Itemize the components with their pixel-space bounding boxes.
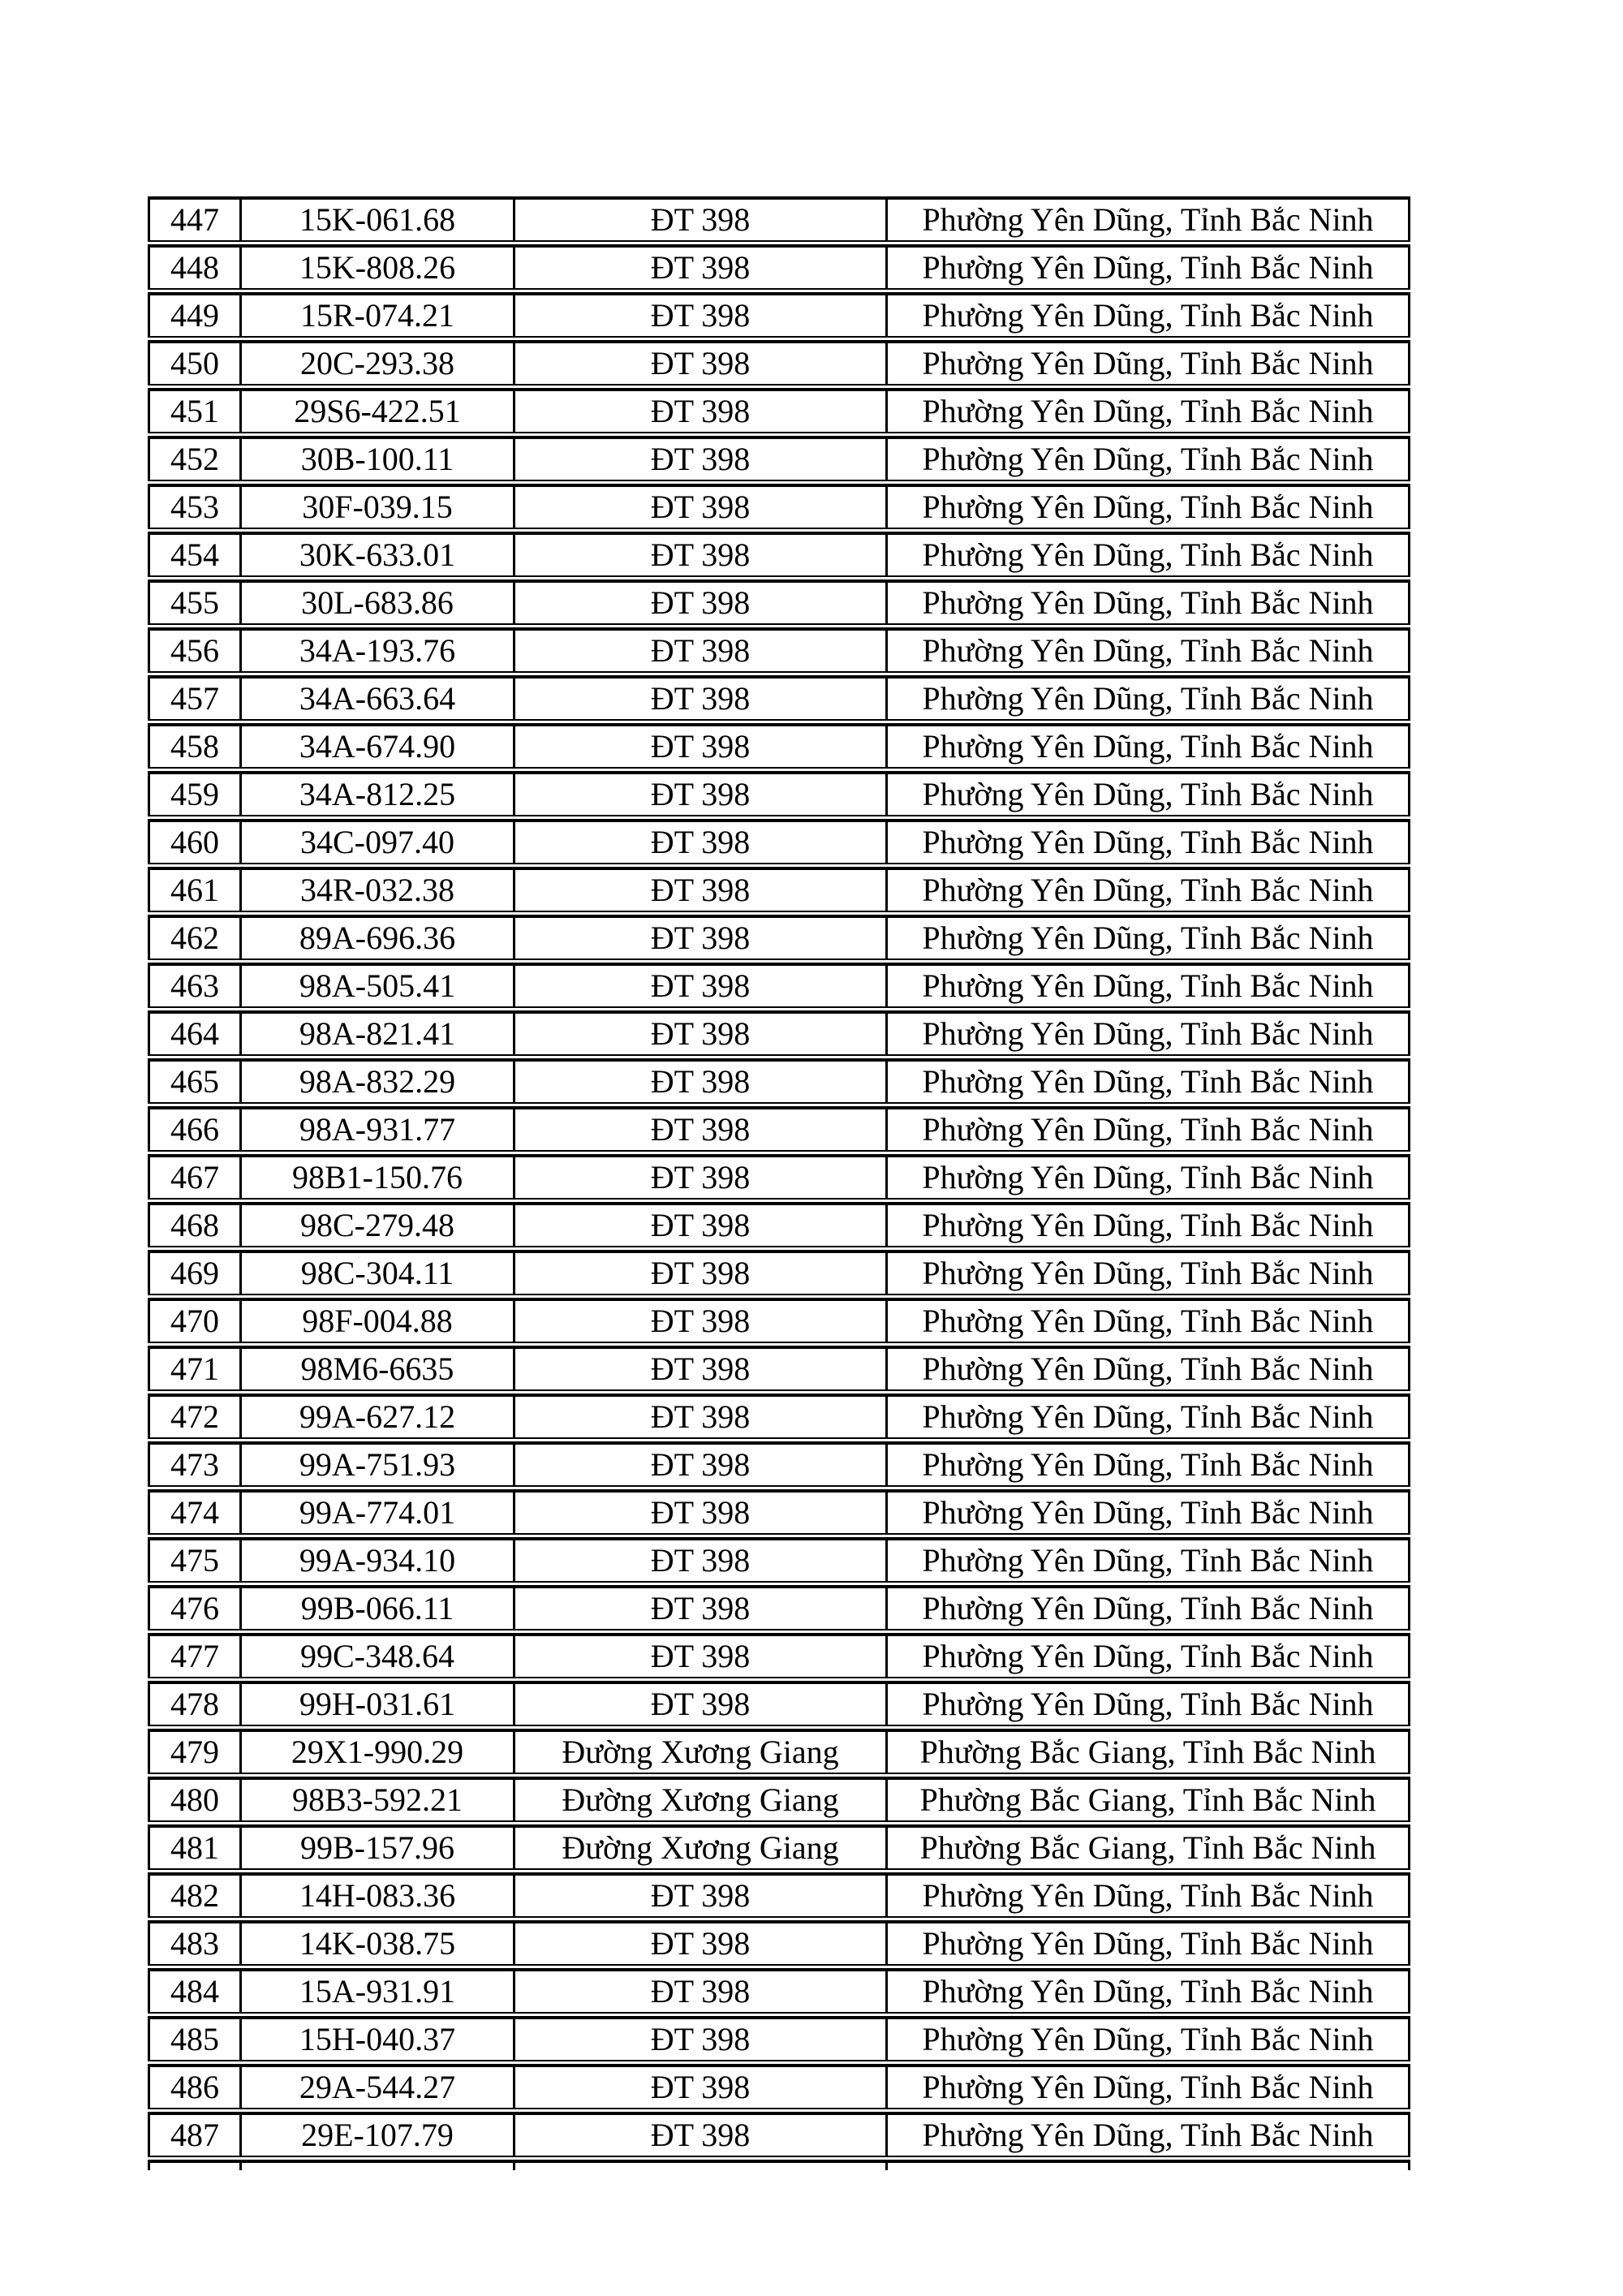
cell-street: ĐT 398 <box>513 1920 885 1966</box>
cell-street: ĐT 398 <box>513 1441 885 1487</box>
cell-street: ĐT 398 <box>513 532 885 577</box>
cell-location: Phường Bắc Giang, Tỉnh Bắc Ninh <box>885 1729 1410 1774</box>
cell-stt: 483 <box>148 1920 239 1966</box>
cell-stt: 450 <box>148 340 239 386</box>
cell-stt: 460 <box>148 819 239 864</box>
table-row <box>148 1729 1410 1774</box>
cell-plate: 99B-157.96 <box>239 1824 513 1870</box>
cell-stt: 469 <box>148 1250 239 1295</box>
table-row <box>148 2064 1410 2109</box>
cell-plate: 98F-004.88 <box>239 1298 513 1343</box>
cell-plate: 99B-066.11 <box>239 1585 513 1630</box>
cell-stt: 471 <box>148 1346 239 1391</box>
cell-street: Đường Xương Giang <box>513 1824 885 1870</box>
cell-location: Phường Yên Dũng, Tỉnh Bắc Ninh <box>885 1010 1410 1056</box>
cell-street: ĐT 398 <box>513 436 885 481</box>
cell-street: ĐT 398 <box>513 1106 885 1152</box>
cell-street: ĐT 398 <box>513 1872 885 1918</box>
table-row <box>148 1250 1410 1295</box>
table-row <box>148 1920 1410 1966</box>
cell-stt: 447 <box>148 196 239 242</box>
cell-street: ĐT 398 <box>513 244 885 290</box>
cell-street: ĐT 398 <box>513 1489 885 1535</box>
cell-street: ĐT 398 <box>513 2112 885 2157</box>
cell-street: ĐT 398 <box>513 340 885 386</box>
table-row <box>148 340 1410 386</box>
cell-plate: 30B-100.11 <box>239 436 513 481</box>
cell-location: Phường Yên Dũng, Tỉnh Bắc Ninh <box>885 771 1410 816</box>
continuation-stub-row <box>148 2160 1410 2170</box>
table-row <box>148 867 1410 912</box>
cell-plate: 99A-774.01 <box>239 1489 513 1535</box>
cell-stt: 484 <box>148 1968 239 2014</box>
cell-stt: 462 <box>148 915 239 960</box>
cell-plate: 34A-812.25 <box>239 771 513 816</box>
cell-street: ĐT 398 <box>513 1298 885 1343</box>
cell-location: Phường Yên Dũng, Tỉnh Bắc Ninh <box>885 675 1410 721</box>
cell-street: ĐT 398 <box>513 484 885 529</box>
cell-stt: 467 <box>148 1154 239 1200</box>
cell-street: ĐT 398 <box>513 1058 885 1104</box>
cell-location: Phường Yên Dũng, Tỉnh Bắc Ninh <box>885 1872 1410 1918</box>
cell-stt: 466 <box>148 1106 239 1152</box>
cell-stt: 472 <box>148 1394 239 1439</box>
table-row <box>148 292 1410 338</box>
continuation-stub-cell <box>239 2160 513 2170</box>
cell-location: Phường Yên Dũng, Tỉnh Bắc Ninh <box>885 1489 1410 1535</box>
cell-stt: 478 <box>148 1681 239 1726</box>
cell-stt: 470 <box>148 1298 239 1343</box>
cell-location: Phường Yên Dũng, Tỉnh Bắc Ninh <box>885 1250 1410 1295</box>
cell-plate: 30K-633.01 <box>239 532 513 577</box>
cell-plate: 98A-821.41 <box>239 1010 513 1056</box>
cell-plate: 98A-832.29 <box>239 1058 513 1104</box>
cell-street: ĐT 398 <box>513 1968 885 2014</box>
cell-stt: 475 <box>148 1537 239 1583</box>
cell-location: Phường Yên Dũng, Tỉnh Bắc Ninh <box>885 579 1410 625</box>
table-row <box>148 963 1410 1008</box>
table-row <box>148 1298 1410 1343</box>
table-row <box>148 436 1410 481</box>
cell-plate: 29X1-990.29 <box>239 1729 513 1774</box>
cell-stt: 463 <box>148 963 239 1008</box>
table-row <box>148 2112 1410 2157</box>
cell-location: Phường Yên Dũng, Tỉnh Bắc Ninh <box>885 723 1410 769</box>
cell-plate: 99C-348.64 <box>239 1633 513 1678</box>
cell-plate: 15A-931.91 <box>239 1968 513 2014</box>
cell-plate: 29A-544.27 <box>239 2064 513 2109</box>
table-row <box>148 484 1410 529</box>
cell-location: Phường Yên Dũng, Tỉnh Bắc Ninh <box>885 1106 1410 1152</box>
cell-stt: 452 <box>148 436 239 481</box>
cell-location: Phường Yên Dũng, Tỉnh Bắc Ninh <box>885 1298 1410 1343</box>
cell-stt: 473 <box>148 1441 239 1487</box>
cell-stt: 456 <box>148 627 239 673</box>
cell-location: Phường Yên Dũng, Tỉnh Bắc Ninh <box>885 2064 1410 2109</box>
cell-stt: 468 <box>148 1202 239 1247</box>
table-row <box>148 196 1410 242</box>
cell-stt: 474 <box>148 1489 239 1535</box>
cell-street: ĐT 398 <box>513 723 885 769</box>
cell-location: Phường Yên Dũng, Tỉnh Bắc Ninh <box>885 1633 1410 1678</box>
cell-street: Đường Xương Giang <box>513 1777 885 1822</box>
table-row <box>148 1681 1410 1726</box>
cell-street: ĐT 398 <box>513 867 885 912</box>
cell-plate: 98B1-150.76 <box>239 1154 513 1200</box>
table-row <box>148 1633 1410 1678</box>
table-row <box>148 819 1410 864</box>
cell-plate: 34C-097.40 <box>239 819 513 864</box>
cell-location: Phường Yên Dũng, Tỉnh Bắc Ninh <box>885 1537 1410 1583</box>
cell-location: Phường Yên Dũng, Tỉnh Bắc Ninh <box>885 340 1410 386</box>
cell-street: ĐT 398 <box>513 196 885 242</box>
table-row <box>148 1824 1410 1870</box>
cell-location: Phường Yên Dũng, Tỉnh Bắc Ninh <box>885 196 1410 242</box>
table-row <box>148 1010 1410 1056</box>
cell-street: ĐT 398 <box>513 771 885 816</box>
continuation-stub-cell <box>885 2160 1410 2170</box>
cell-plate: 98B3-592.21 <box>239 1777 513 1822</box>
continuation-stub-cell <box>513 2160 885 2170</box>
cell-street: ĐT 398 <box>513 2016 885 2061</box>
cell-street: ĐT 398 <box>513 1010 885 1056</box>
cell-plate: 29E-107.79 <box>239 2112 513 2157</box>
cell-location: Phường Yên Dũng, Tỉnh Bắc Ninh <box>885 388 1410 433</box>
cell-street: ĐT 398 <box>513 2064 885 2109</box>
cell-location: Phường Yên Dũng, Tỉnh Bắc Ninh <box>885 1585 1410 1630</box>
table-row <box>148 244 1410 290</box>
cell-plate: 20C-293.38 <box>239 340 513 386</box>
continuation-stub-cell <box>148 2160 239 2170</box>
cell-location: Phường Yên Dũng, Tỉnh Bắc Ninh <box>885 2112 1410 2157</box>
cell-stt: 465 <box>148 1058 239 1104</box>
table-row <box>148 579 1410 625</box>
table-row <box>148 532 1410 577</box>
cell-street: ĐT 398 <box>513 1585 885 1630</box>
cell-stt: 481 <box>148 1824 239 1870</box>
cell-location: Phường Yên Dũng, Tỉnh Bắc Ninh <box>885 436 1410 481</box>
cell-stt: 458 <box>148 723 239 769</box>
table-row <box>148 771 1410 816</box>
table-row <box>148 1441 1410 1487</box>
table-row <box>148 1872 1410 1918</box>
table-row <box>148 1106 1410 1152</box>
table-row <box>148 388 1410 433</box>
cell-plate: 34A-663.64 <box>239 675 513 721</box>
table-row <box>148 1968 1410 2014</box>
cell-plate: 15H-040.37 <box>239 2016 513 2061</box>
table-row <box>148 1777 1410 1822</box>
cell-street: ĐT 398 <box>513 292 885 338</box>
cell-stt: 477 <box>148 1633 239 1678</box>
cell-street: ĐT 398 <box>513 627 885 673</box>
cell-stt: 454 <box>148 532 239 577</box>
cell-plate: 29S6-422.51 <box>239 388 513 433</box>
cell-stt: 464 <box>148 1010 239 1056</box>
cell-plate: 14H-083.36 <box>239 1872 513 1918</box>
cell-stt: 455 <box>148 579 239 625</box>
cell-stt: 459 <box>148 771 239 816</box>
document-page <box>148 194 1410 2173</box>
table-row <box>148 1346 1410 1391</box>
cell-street: ĐT 398 <box>513 1202 885 1247</box>
cell-street: ĐT 398 <box>513 963 885 1008</box>
cell-location: Phường Yên Dũng, Tỉnh Bắc Ninh <box>885 1681 1410 1726</box>
cell-street: ĐT 398 <box>513 1250 885 1295</box>
cell-street: ĐT 398 <box>513 1681 885 1726</box>
cell-location: Phường Yên Dũng, Tỉnh Bắc Ninh <box>885 627 1410 673</box>
table-row <box>148 2016 1410 2061</box>
cell-street: ĐT 398 <box>513 819 885 864</box>
cell-plate: 30L-683.86 <box>239 579 513 625</box>
table-row <box>148 1537 1410 1583</box>
cell-plate: 34R-032.38 <box>239 867 513 912</box>
cell-location: Phường Yên Dũng, Tỉnh Bắc Ninh <box>885 867 1410 912</box>
cell-plate: 34A-193.76 <box>239 627 513 673</box>
cell-stt: 453 <box>148 484 239 529</box>
cell-location: Phường Bắc Giang, Tỉnh Bắc Ninh <box>885 1777 1410 1822</box>
table-row <box>148 1154 1410 1200</box>
cell-plate: 15K-061.68 <box>239 196 513 242</box>
cell-plate: 15K-808.26 <box>239 244 513 290</box>
table-row <box>148 915 1410 960</box>
cell-location: Phường Yên Dũng, Tỉnh Bắc Ninh <box>885 1968 1410 2014</box>
cell-stt: 479 <box>148 1729 239 1774</box>
cell-location: Phường Yên Dũng, Tỉnh Bắc Ninh <box>885 1058 1410 1104</box>
cell-plate: 15R-074.21 <box>239 292 513 338</box>
cell-location: Phường Yên Dũng, Tỉnh Bắc Ninh <box>885 1346 1410 1391</box>
cell-location: Phường Yên Dũng, Tỉnh Bắc Ninh <box>885 1920 1410 1966</box>
cell-stt: 449 <box>148 292 239 338</box>
cell-plate: 98A-931.77 <box>239 1106 513 1152</box>
cell-street: ĐT 398 <box>513 388 885 433</box>
table-row <box>148 675 1410 721</box>
cell-street: ĐT 398 <box>513 1537 885 1583</box>
records-table-body <box>148 196 1410 2170</box>
cell-location: Phường Yên Dũng, Tỉnh Bắc Ninh <box>885 1202 1410 1247</box>
cell-location: Phường Yên Dũng, Tỉnh Bắc Ninh <box>885 963 1410 1008</box>
cell-plate: 99A-934.10 <box>239 1537 513 1583</box>
cell-plate: 98C-279.48 <box>239 1202 513 1247</box>
cell-plate: 99A-627.12 <box>239 1394 513 1439</box>
table-row <box>148 1058 1410 1104</box>
table-row <box>148 1585 1410 1630</box>
cell-location: Phường Yên Dũng, Tỉnh Bắc Ninh <box>885 819 1410 864</box>
cell-plate: 98M6-6635 <box>239 1346 513 1391</box>
cell-stt: 480 <box>148 1777 239 1822</box>
cell-location: Phường Yên Dũng, Tỉnh Bắc Ninh <box>885 1154 1410 1200</box>
table-row <box>148 1394 1410 1439</box>
cell-street: ĐT 398 <box>513 579 885 625</box>
cell-stt: 487 <box>148 2112 239 2157</box>
cell-street: ĐT 398 <box>513 1633 885 1678</box>
cell-stt: 485 <box>148 2016 239 2061</box>
cell-plate: 34A-674.90 <box>239 723 513 769</box>
cell-location: Phường Yên Dũng, Tỉnh Bắc Ninh <box>885 484 1410 529</box>
cell-location: Phường Yên Dũng, Tỉnh Bắc Ninh <box>885 1441 1410 1487</box>
cell-location: Phường Yên Dũng, Tỉnh Bắc Ninh <box>885 292 1410 338</box>
cell-location: Phường Yên Dũng, Tỉnh Bắc Ninh <box>885 244 1410 290</box>
cell-street: ĐT 398 <box>513 1394 885 1439</box>
cell-street: Đường Xương Giang <box>513 1729 885 1774</box>
cell-plate: 99A-751.93 <box>239 1441 513 1487</box>
cell-location: Phường Bắc Giang, Tỉnh Bắc Ninh <box>885 1824 1410 1870</box>
records-table <box>148 194 1410 2173</box>
table-row <box>148 627 1410 673</box>
cell-stt: 451 <box>148 388 239 433</box>
cell-street: ĐT 398 <box>513 915 885 960</box>
cell-plate: 99H-031.61 <box>239 1681 513 1726</box>
cell-location: Phường Yên Dũng, Tỉnh Bắc Ninh <box>885 915 1410 960</box>
cell-plate: 98C-304.11 <box>239 1250 513 1295</box>
cell-plate: 14K-038.75 <box>239 1920 513 1966</box>
cell-street: ĐT 398 <box>513 1154 885 1200</box>
cell-stt: 486 <box>148 2064 239 2109</box>
cell-stt: 476 <box>148 1585 239 1630</box>
table-row <box>148 1489 1410 1535</box>
cell-stt: 482 <box>148 1872 239 1918</box>
cell-street: ĐT 398 <box>513 1346 885 1391</box>
cell-location: Phường Yên Dũng, Tỉnh Bắc Ninh <box>885 2016 1410 2061</box>
cell-plate: 98A-505.41 <box>239 963 513 1008</box>
table-row <box>148 1202 1410 1247</box>
cell-stt: 448 <box>148 244 239 290</box>
cell-plate: 89A-696.36 <box>239 915 513 960</box>
cell-location: Phường Yên Dũng, Tỉnh Bắc Ninh <box>885 1394 1410 1439</box>
table-row <box>148 723 1410 769</box>
cell-plate: 30F-039.15 <box>239 484 513 529</box>
cell-stt: 457 <box>148 675 239 721</box>
cell-location: Phường Yên Dũng, Tỉnh Bắc Ninh <box>885 532 1410 577</box>
cell-stt: 461 <box>148 867 239 912</box>
cell-street: ĐT 398 <box>513 675 885 721</box>
